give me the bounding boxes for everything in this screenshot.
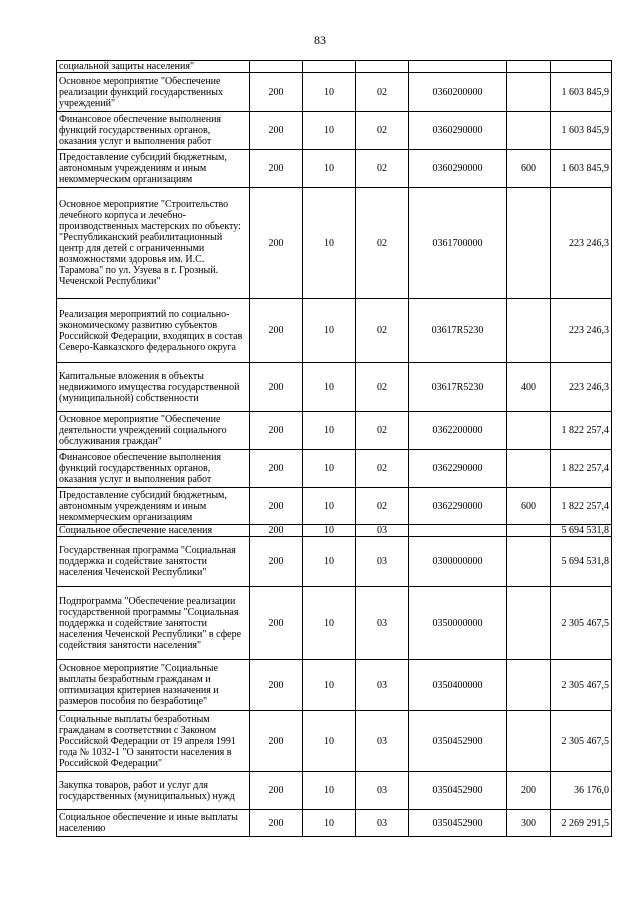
row-name-cell: Социальные выплаты безработным гражданам в соответствии с Законом Российской Федерации от 19 апреля 1991 года № 1032-1 "О занятости населения в Российской Федерации": [57, 711, 250, 772]
podrazdel-cell: 02: [356, 363, 409, 412]
podrazdel-cell: 02: [356, 73, 409, 112]
razdel-cell: 10: [303, 363, 356, 412]
podrazdel-cell: [356, 61, 409, 73]
row-name-cell: Основное мероприятие "Обеспечение деятельности учреждений социального обслуживания граждан": [57, 412, 250, 450]
target-article-cell: [409, 61, 507, 73]
row-name-cell: Социальное обеспечение населения: [57, 525, 250, 537]
table-row: [57, 150, 612, 188]
podrazdel-cell: 02: [356, 488, 409, 525]
target-article-cell: 0360290000: [409, 150, 507, 188]
table-row: [57, 112, 612, 150]
podrazdel-cell: 03: [356, 587, 409, 660]
row-name-cell: Государственная программа "Социальная поддержка и содействие занятости населения Чеченской Республики": [57, 537, 250, 587]
target-article-cell: 0350452900: [409, 810, 507, 837]
podrazdel-cell: 02: [356, 450, 409, 488]
table-row: [57, 188, 612, 299]
podrazdel-cell: 03: [356, 525, 409, 537]
budget-table: [56, 60, 612, 837]
podrazdel-cell: 03: [356, 810, 409, 837]
row-name-cell: Капитальные вложения в объекты недвижимого имущества государственной (муниципальной) собственности: [57, 363, 250, 412]
podrazdel-cell: 03: [356, 772, 409, 810]
amount-cell: 2 305 467,5: [551, 587, 612, 660]
glava-cell: 200: [250, 112, 303, 150]
row-name-cell: Финансовое обеспечение выполнения функций государственных органов, оказания услуг и выполнения работ: [57, 450, 250, 488]
expense-type-cell: [507, 525, 551, 537]
amount-cell: 5 694 531,8: [551, 525, 612, 537]
expense-type-cell: 600: [507, 488, 551, 525]
razdel-cell: 10: [303, 711, 356, 772]
razdel-cell: 10: [303, 488, 356, 525]
table-row: [57, 299, 612, 363]
target-article-cell: 03617R5230: [409, 363, 507, 412]
glava-cell: 200: [250, 412, 303, 450]
expense-type-cell: [507, 188, 551, 299]
razdel-cell: 10: [303, 772, 356, 810]
razdel-cell: [303, 61, 356, 73]
amount-cell: 2 269 291,5: [551, 810, 612, 837]
row-name-cell: Подпрограмма "Обеспечение реализации государственной программы "Социальная поддержка и содействие занятости населения Чеченской Республики" в сфере содействия занятости населения": [57, 587, 250, 660]
target-article-cell: 0360290000: [409, 112, 507, 150]
amount-cell: 223 246,3: [551, 299, 612, 363]
amount-cell: 223 246,3: [551, 363, 612, 412]
amount-cell: 1 822 257,4: [551, 488, 612, 525]
amount-cell: 5 694 531,8: [551, 537, 612, 587]
row-name-cell: Основное мероприятие "Обеспечение реализации функций государственных учреждений": [57, 73, 250, 112]
table-row: [57, 772, 612, 810]
amount-cell: [551, 61, 612, 73]
target-article-cell: 0360200000: [409, 73, 507, 112]
table-row: [57, 711, 612, 772]
podrazdel-cell: 03: [356, 660, 409, 711]
podrazdel-cell: 02: [356, 412, 409, 450]
target-article-cell: 0362290000: [409, 450, 507, 488]
table-row: [57, 412, 612, 450]
table-row: [57, 537, 612, 587]
amount-cell: 1 822 257,4: [551, 412, 612, 450]
glava-cell: 200: [250, 810, 303, 837]
glava-cell: 200: [250, 73, 303, 112]
target-article-cell: 0350400000: [409, 660, 507, 711]
razdel-cell: 10: [303, 660, 356, 711]
glava-cell: 200: [250, 188, 303, 299]
amount-cell: 2 305 467,5: [551, 711, 612, 772]
expense-type-cell: [507, 112, 551, 150]
razdel-cell: 10: [303, 525, 356, 537]
table-row: [57, 61, 612, 73]
table-row: [57, 73, 612, 112]
glava-cell: 200: [250, 363, 303, 412]
row-name-cell: Закупка товаров, работ и услуг для государственных (муниципальных) нужд: [57, 772, 250, 810]
glava-cell: 200: [250, 299, 303, 363]
glava-cell: 200: [250, 150, 303, 188]
podrazdel-cell: 03: [356, 711, 409, 772]
expense-type-cell: 600: [507, 150, 551, 188]
row-name-cell: Реализация мероприятий по социально-экономическому развитию субъектов Российской Федерации, входящих в состав Северо-Кавказского федерального округа: [57, 299, 250, 363]
table-row: [57, 810, 612, 837]
expense-type-cell: [507, 711, 551, 772]
glava-cell: [250, 61, 303, 73]
target-article-cell: 0350452900: [409, 711, 507, 772]
target-article-cell: 0362200000: [409, 412, 507, 450]
razdel-cell: 10: [303, 112, 356, 150]
podrazdel-cell: 03: [356, 537, 409, 587]
expense-type-cell: [507, 450, 551, 488]
row-name-cell: Предоставление субсидий бюджетным, автономным учреждениям и иным некоммерческим организациям: [57, 150, 250, 188]
razdel-cell: 10: [303, 150, 356, 188]
page-number: 83: [314, 33, 326, 47]
razdel-cell: 10: [303, 537, 356, 587]
table-row: [57, 450, 612, 488]
podrazdel-cell: 02: [356, 299, 409, 363]
target-article-cell: 0350452900: [409, 772, 507, 810]
amount-cell: 2 305 467,5: [551, 660, 612, 711]
glava-cell: 200: [250, 450, 303, 488]
table-row: [57, 525, 612, 537]
amount-cell: 1 603 845,9: [551, 73, 612, 112]
table-row: [57, 587, 612, 660]
amount-cell: 36 176,0: [551, 772, 612, 810]
expense-type-cell: [507, 73, 551, 112]
target-article-cell: 0300000000: [409, 537, 507, 587]
expense-type-cell: 200: [507, 772, 551, 810]
expense-type-cell: [507, 61, 551, 73]
razdel-cell: 10: [303, 299, 356, 363]
row-name-cell: Предоставление субсидий бюджетным, автономным учреждениям и иным некоммерческим организациям: [57, 488, 250, 525]
expense-type-cell: 300: [507, 810, 551, 837]
target-article-cell: [409, 525, 507, 537]
table-row: [57, 363, 612, 412]
glava-cell: 200: [250, 587, 303, 660]
row-name-cell: Основное мероприятие "Строительство лечебного корпуса и лечебно-производственных мастерских по объекту: "Республиканский реабилитационный центр для детей с ограниченными возможностями здоровья им. И.С. Тарамова" по ул. Узуева в г. Грозный. Чеченской Республики": [57, 188, 250, 299]
target-article-cell: 0361700000: [409, 188, 507, 299]
razdel-cell: 10: [303, 73, 356, 112]
razdel-cell: 10: [303, 450, 356, 488]
razdel-cell: 10: [303, 587, 356, 660]
budget-table-body: [57, 61, 612, 837]
target-article-cell: 0350000000: [409, 587, 507, 660]
glava-cell: 200: [250, 537, 303, 587]
row-name-cell: Социальное обеспечение и иные выплаты населению: [57, 810, 250, 837]
table-row: [57, 488, 612, 525]
glava-cell: 200: [250, 525, 303, 537]
razdel-cell: 10: [303, 810, 356, 837]
row-name-cell: Основное мероприятие "Социальные выплаты безработным гражданам и оптимизация критериев назначения и размеров пособия по безработице": [57, 660, 250, 711]
expense-type-cell: [507, 537, 551, 587]
amount-cell: 1 822 257,4: [551, 450, 612, 488]
table-row: [57, 660, 612, 711]
expense-type-cell: [507, 587, 551, 660]
target-article-cell: 03617R5230: [409, 299, 507, 363]
expense-type-cell: 400: [507, 363, 551, 412]
glava-cell: 200: [250, 488, 303, 525]
glava-cell: 200: [250, 711, 303, 772]
podrazdel-cell: 02: [356, 150, 409, 188]
glava-cell: 200: [250, 660, 303, 711]
target-article-cell: 0362290000: [409, 488, 507, 525]
razdel-cell: 10: [303, 412, 356, 450]
row-name-cell: социальной защиты населения": [57, 61, 250, 73]
amount-cell: 223 246,3: [551, 188, 612, 299]
podrazdel-cell: 02: [356, 112, 409, 150]
podrazdel-cell: 02: [356, 188, 409, 299]
expense-type-cell: [507, 412, 551, 450]
razdel-cell: 10: [303, 188, 356, 299]
expense-type-cell: [507, 299, 551, 363]
row-name-cell: Финансовое обеспечение выполнения функций государственных органов, оказания услуг и выполнения работ: [57, 112, 250, 150]
expense-type-cell: [507, 660, 551, 711]
amount-cell: 1 603 845,9: [551, 150, 612, 188]
amount-cell: 1 603 845,9: [551, 112, 612, 150]
glava-cell: 200: [250, 772, 303, 810]
